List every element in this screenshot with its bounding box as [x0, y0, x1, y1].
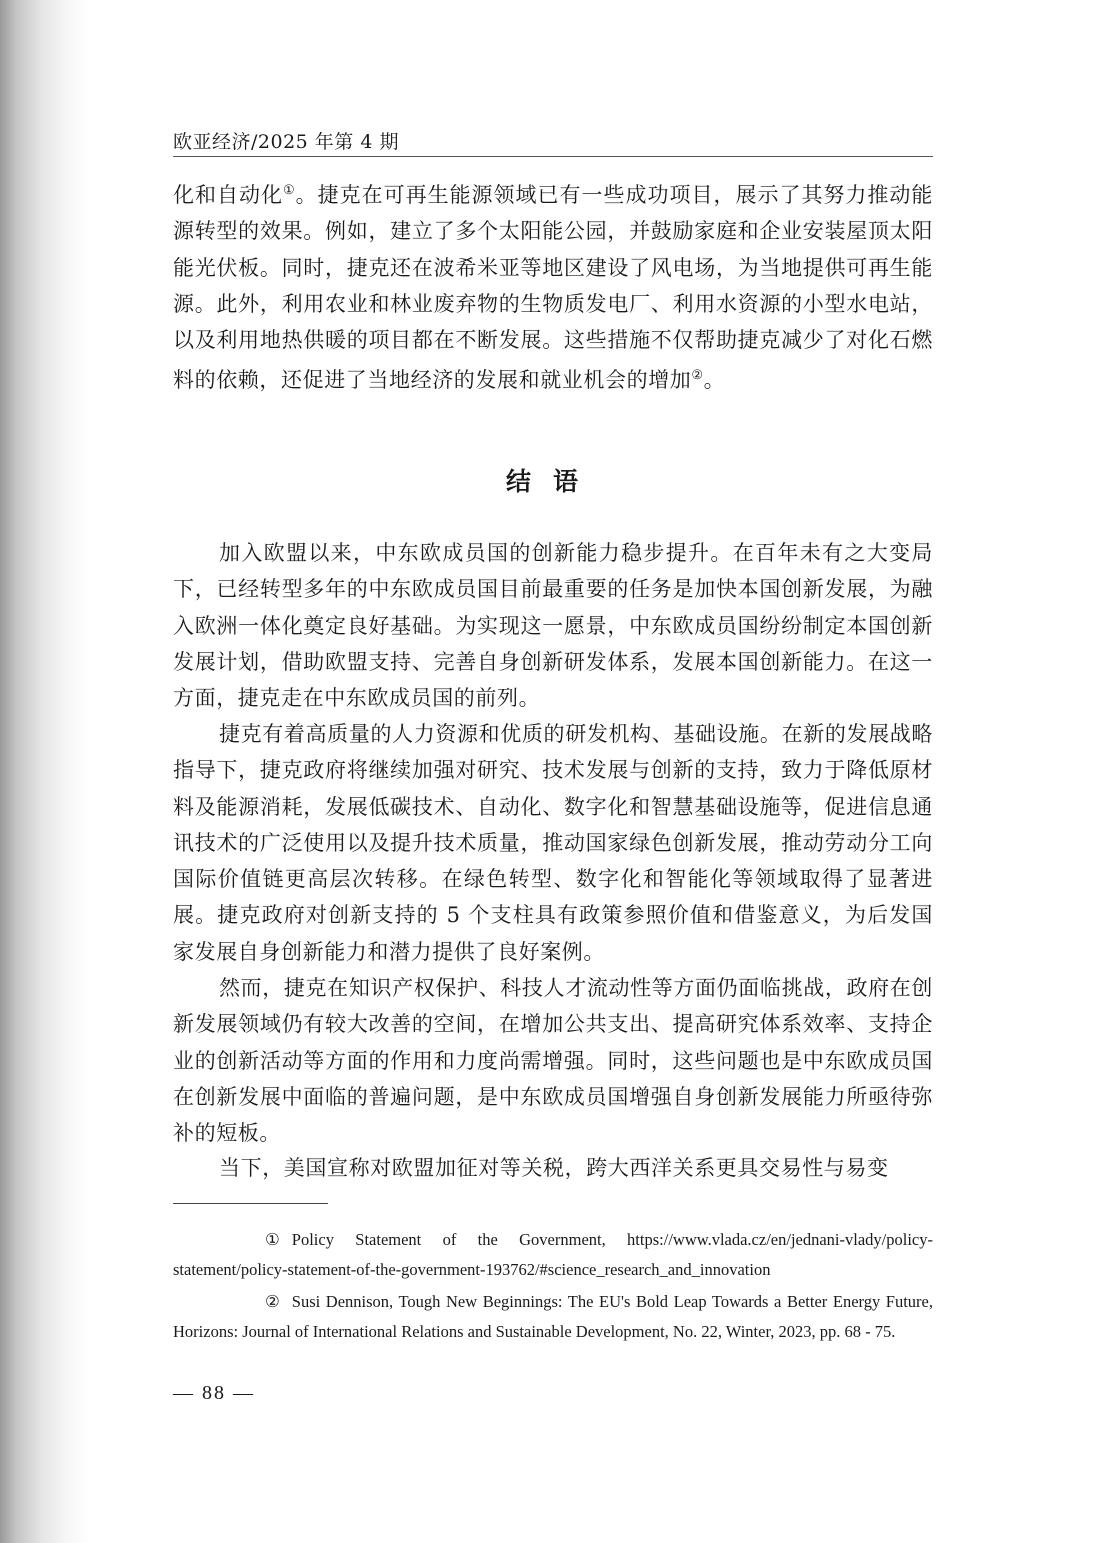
paragraph: 捷克有着高质量的人力资源和优质的研发机构、基础设施。在新的发展战略指导下，捷克政府将继续加强对研究、技术发展与创新的支持，致力于降低原材料及能源消耗，发展低碳技术、自动化、数字化和智慧基础设施等，促进信息通讯技术的广泛使用以及提升技术质量，推动国家绿色创新发展，推动劳动分工向国际价值链更高层次转移。在绿色转型、数字化和智能化等领域取得了显著进展。捷克政府对创新支持的 5 个支柱具有政策参照价值和借鉴意义，为后发国家发展自身创新能力和潜力提供了良好案例。: [173, 722, 933, 964]
footnote-1: [173, 1225, 933, 1284]
running-head: 欧亚经济/2025 年第 4 期: [173, 131, 399, 153]
footnote-text: Policy Statement of the Government, https://www.vlada.cz/en/jednani-vlady/policy-statement/policy-statement-of-the-government-193762/#science_research_and_innovation: [173, 1230, 933, 1279]
footnote-mark: ②: [265, 1292, 280, 1311]
section-title: 结语: [505, 467, 600, 496]
paragraph: 当下，美国宣称对欧盟加征对等关税，跨大西洋关系更具交易性与易变: [219, 1156, 889, 1180]
footnote-rule: [173, 1203, 328, 1204]
paragraph: 加入欧盟以来，中东欧成员国的创新能力稳步提升。在百年未有之大变局下，已经转型多年的中东欧成员国目前最重要的任务是加快本国创新发展，为融入欧洲一体化奠定良好基础。为实现这一愿景，中东欧成员国纷纷制定本国创新发展计划，借助欧盟支持、完善自身创新研发体系，发展本国创新能力。在这一方面，捷克走在中东欧成员国的前列。: [173, 541, 933, 711]
footnote-2: [173, 1287, 933, 1346]
paragraph-continuation: 化和自动化①。捷克在可再生能源领域已有一些成功项目，展示了其努力推动能源转型的效果。例如，建立了多个太阳能公园，并鼓励家庭和企业安装屋顶太阳能光伏板。同时，捷克还在波希米亚等地区建设了风电场，为当地提供可再生能源。此外，利用农业和林业废弃物的生物质发电厂、利用水资源的小型水电站，以及利用地热供暖的项目都在不断发展。这些措施不仅帮助捷克减少了对化石燃料的依赖，还促进了当地经济的发展和就业机会的增加②。: [173, 183, 933, 393]
footnote-mark: ①: [265, 1230, 280, 1249]
book-spine-shadow: [0, 0, 90, 1543]
header-rule: [173, 156, 933, 157]
footnote-text: Susi Dennison, Tough New Beginnings: The EU's Bold Leap Towards a Better Energy Future, Horizons: Journal of International Relations and Sustainable Development, No. 22, Winter, 2023, pp. 68 - 75.: [173, 1292, 933, 1341]
footnote-ref-1[interactable]: ①: [282, 183, 296, 198]
paragraph: 然而，捷克在知识产权保护、科技人才流动性等方面仍面临挑战，政府在创新发展领域仍有较大改善的空间，在增加公共支出、提高研究体系效率、支持企业的创新活动等方面的作用和力度尚需增强。同时，这些问题也是中东欧成员国在创新发展中面临的普遍问题，是中东欧成员国增强自身创新发展能力所亟待弥补的短板。: [173, 976, 933, 1146]
page-number: — 88 —: [173, 1382, 255, 1404]
footnote-ref-2[interactable]: ②: [691, 368, 704, 384]
